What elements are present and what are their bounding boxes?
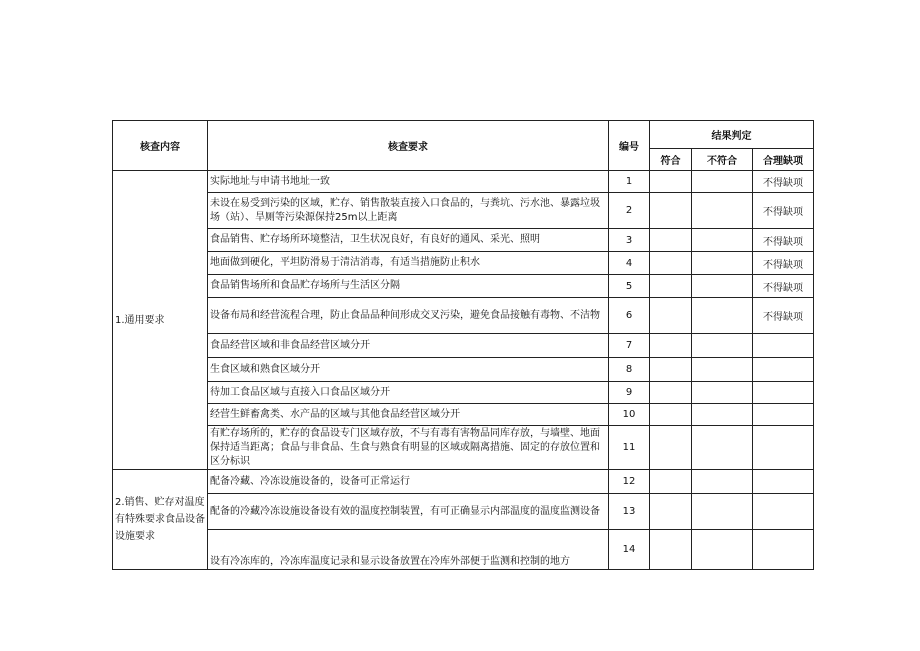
requirement-text: 设备布局和经营流程合理，防止食品品种间形成交叉污染，避免食品接触有毒物、不洁物 bbox=[208, 298, 609, 334]
row-number: 8 bbox=[609, 358, 650, 382]
nonconform-cell[interactable] bbox=[692, 530, 753, 570]
conform-cell[interactable] bbox=[650, 426, 692, 470]
nonconform-cell[interactable] bbox=[692, 358, 753, 382]
table-row bbox=[113, 275, 814, 298]
nonconform-cell[interactable] bbox=[692, 494, 753, 530]
requirement-text: 有贮存场所的，贮存的食品设专门区域存放，不与有毒有害物品同库存放，与墙壁、地面保持适当距离；食品与非食品、生食与熟食有明显的区域或隔离措施、固定的存放位置和区分标识 bbox=[208, 426, 609, 470]
requirement-text: 食品经营区域和非食品经营区域分开 bbox=[208, 334, 609, 358]
table-row bbox=[113, 252, 814, 275]
header-nonconform: 不符合 bbox=[692, 149, 753, 171]
missing-cell[interactable] bbox=[753, 494, 814, 530]
conform-cell[interactable] bbox=[650, 358, 692, 382]
row-number: 7 bbox=[609, 334, 650, 358]
table-row bbox=[113, 494, 814, 530]
nonconform-cell[interactable] bbox=[692, 171, 753, 193]
row-number: 5 bbox=[609, 275, 650, 298]
header-number: 编号 bbox=[609, 121, 650, 171]
header-requirement: 核查要求 bbox=[208, 121, 609, 171]
row-number: 13 bbox=[609, 494, 650, 530]
requirement-text: 设有冷冻库的，冷冻库温度记录和显示设备放置在冷库外部便于监测和控制的地方 bbox=[208, 530, 609, 570]
table-row bbox=[113, 229, 814, 252]
missing-cell[interactable]: 不得缺项 bbox=[753, 275, 814, 298]
nonconform-cell[interactable] bbox=[692, 229, 753, 252]
conform-cell[interactable] bbox=[650, 193, 692, 229]
nonconform-cell[interactable] bbox=[692, 193, 753, 229]
header-content: 核查内容 bbox=[113, 121, 208, 171]
row-number: 1 bbox=[609, 171, 650, 193]
conform-cell[interactable] bbox=[650, 494, 692, 530]
missing-cell[interactable] bbox=[753, 382, 814, 404]
missing-cell[interactable] bbox=[753, 404, 814, 426]
missing-cell[interactable]: 不得缺项 bbox=[753, 252, 814, 275]
table-row bbox=[113, 530, 814, 570]
conform-cell[interactable] bbox=[650, 530, 692, 570]
missing-cell[interactable]: 不得缺项 bbox=[753, 193, 814, 229]
row-number: 14 bbox=[609, 530, 650, 570]
nonconform-cell[interactable] bbox=[692, 334, 753, 358]
nonconform-cell[interactable] bbox=[692, 382, 753, 404]
requirement-text: 配备冷藏、冷冻设施设备的，设备可正常运行 bbox=[208, 470, 609, 494]
row-number: 4 bbox=[609, 252, 650, 275]
table-row bbox=[113, 358, 814, 382]
row-number: 10 bbox=[609, 404, 650, 426]
missing-cell[interactable] bbox=[753, 530, 814, 570]
table-row bbox=[113, 298, 814, 334]
header-conform: 符合 bbox=[650, 149, 692, 171]
requirement-text: 食品销售场所和食品贮存场所与生活区分隔 bbox=[208, 275, 609, 298]
table-row bbox=[113, 382, 814, 404]
header-result: 结果判定 bbox=[650, 121, 814, 149]
table-row bbox=[113, 470, 814, 494]
table-row bbox=[113, 171, 814, 193]
row-number: 12 bbox=[609, 470, 650, 494]
category-special: 2.销售、贮存对温度有特殊要求食品设备设施要求 bbox=[113, 470, 208, 570]
requirement-text: 生食区域和熟食区域分开 bbox=[208, 358, 609, 382]
row-number: 6 bbox=[609, 298, 650, 334]
row-number: 3 bbox=[609, 229, 650, 252]
conform-cell[interactable] bbox=[650, 382, 692, 404]
conform-cell[interactable] bbox=[650, 252, 692, 275]
requirement-text: 实际地址与申请书地址一致 bbox=[208, 171, 609, 193]
missing-cell[interactable]: 不得缺项 bbox=[753, 298, 814, 334]
missing-cell[interactable] bbox=[753, 426, 814, 470]
row-number: 11 bbox=[609, 426, 650, 470]
missing-cell[interactable] bbox=[753, 334, 814, 358]
requirement-text: 未设在易受到污染的区域，贮存、销售散装直接入口食品的，与粪坑、污水池、暴露垃圾场（站）、旱厕等污染源保持25m以上距离 bbox=[208, 193, 609, 229]
table-row bbox=[113, 426, 814, 470]
inspection-table bbox=[112, 120, 814, 570]
category-general: 1.通用要求 bbox=[113, 171, 208, 470]
missing-cell[interactable]: 不得缺项 bbox=[753, 171, 814, 193]
requirement-text: 经营生鲜畜禽类、水产品的区域与其他食品经营区域分开 bbox=[208, 404, 609, 426]
conform-cell[interactable] bbox=[650, 334, 692, 358]
requirement-text: 待加工食品区域与直接入口食品区域分开 bbox=[208, 382, 609, 404]
conform-cell[interactable] bbox=[650, 171, 692, 193]
missing-cell[interactable]: 不得缺项 bbox=[753, 229, 814, 252]
table-row bbox=[113, 193, 814, 229]
table-row bbox=[113, 404, 814, 426]
nonconform-cell[interactable] bbox=[692, 298, 753, 334]
conform-cell[interactable] bbox=[650, 275, 692, 298]
requirement-text: 配备的冷藏冷冻设施设备设有效的温度控制装置，有可正确显示内部温度的温度监测设备 bbox=[208, 494, 609, 530]
conform-cell[interactable] bbox=[650, 404, 692, 426]
row-number: 2 bbox=[609, 193, 650, 229]
nonconform-cell[interactable] bbox=[692, 275, 753, 298]
requirement-text: 食品销售、贮存场所环境整洁，卫生状况良好，有良好的通风、采光、照明 bbox=[208, 229, 609, 252]
missing-cell[interactable] bbox=[753, 470, 814, 494]
nonconform-cell[interactable] bbox=[692, 470, 753, 494]
conform-cell[interactable] bbox=[650, 470, 692, 494]
header-reasonable-missing: 合理缺项 bbox=[753, 149, 814, 171]
table-row bbox=[113, 334, 814, 358]
nonconform-cell[interactable] bbox=[692, 404, 753, 426]
missing-cell[interactable] bbox=[753, 358, 814, 382]
conform-cell[interactable] bbox=[650, 229, 692, 252]
row-number: 9 bbox=[609, 382, 650, 404]
nonconform-cell[interactable] bbox=[692, 426, 753, 470]
requirement-text: 地面做到硬化，平坦防滑易于清洁消毒，有适当措施防止积水 bbox=[208, 252, 609, 275]
conform-cell[interactable] bbox=[650, 298, 692, 334]
nonconform-cell[interactable] bbox=[692, 252, 753, 275]
